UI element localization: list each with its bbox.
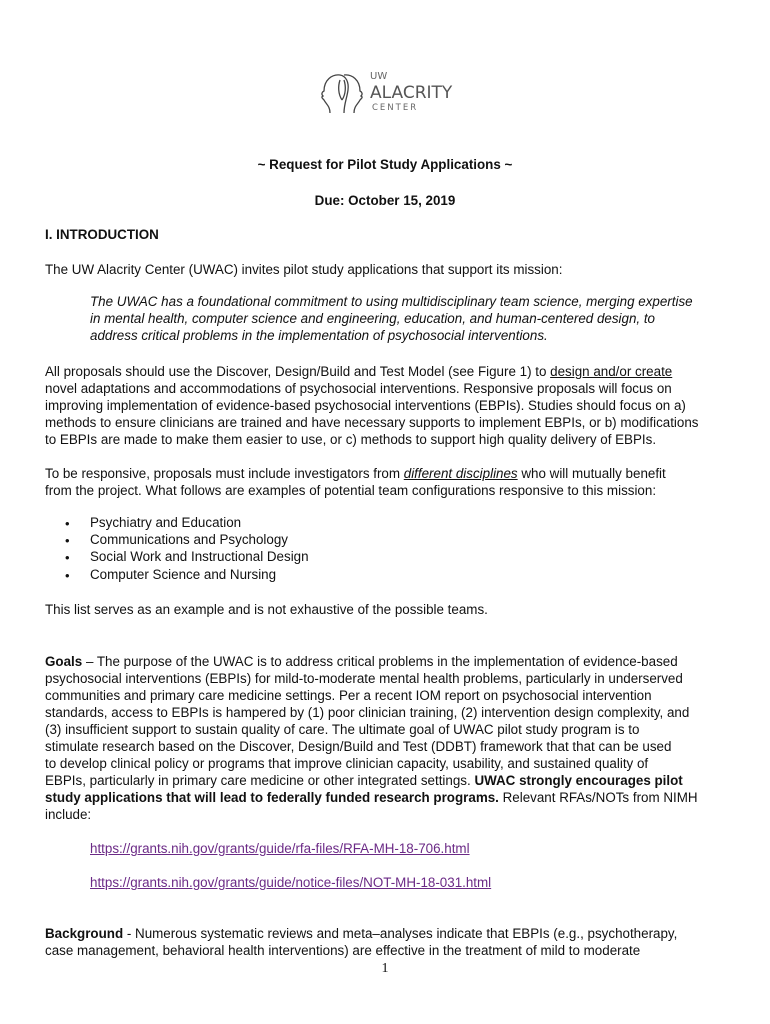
rfa-link[interactable]: https://grants.nih.gov/grants/guide/rfa-files/RFA-MH-18-706.html [90,841,470,856]
text: To be responsive, proposals must include investigators from [45,466,404,481]
uw-alacrity-logo [316,68,456,118]
paragraph-line [45,465,666,482]
bullet-icon: • [65,568,70,583]
page-number: 1 [381,961,389,976]
paragraph-line: psychosocial interventions (EBPIs) for mild-to-moderate mental health problems, particularly in underserved [45,671,683,686]
paragraph-line: standards, access to EBPIs is hampered by (1) poor clinician training, (2) intervention design complexity, and [45,705,690,720]
text: who will mutually benefit [517,466,666,481]
paragraph-line [45,925,677,942]
bullet-icon: • [65,516,70,531]
intro-lead: The UW Alacrity Center (UWAC) invites pilot study applications that support its mission: [45,262,563,277]
emphasis-underline: design and/or create [550,364,673,379]
due-date: Due: October 15, 2019 [314,193,456,208]
list-item: Social Work and Instructional Design [90,549,309,564]
goals-label: Goals [45,654,83,669]
paragraph-line: novel adaptations and accommodations of psychosocial interventions. Responsive proposals will focus on [45,381,672,396]
list-item: Communications and Psychology [90,532,288,547]
mission-line: in mental health, computer science and engineering, education, and human-centered design, to [90,311,656,326]
emphasis-bold: UWAC strongly encourages pilot [474,773,683,788]
background-label: Background [45,926,124,941]
paragraph-line [45,363,672,380]
list-item: Psychiatry and Education [90,515,242,530]
paragraph-line: communities and primary care medicine settings. Per a recent IOM report on psychosocial intervention [45,688,652,703]
text: – The purpose of the UWAC is to address critical problems in the implementation of evidence-based [82,654,678,669]
text: All proposals should use the Discover, Design/Build and Test Model (see Figure 1) to [45,364,551,379]
paragraph-line [45,653,678,670]
paragraph-line: from the project. What follows are examples of potential team configurations responsive to this mission: [45,483,657,498]
logo-alacrity: ALACRITY [370,83,453,103]
mission-line: address critical problems in the implementation of psychosocial interventions. [90,328,548,343]
text: Relevant RFAs/NOTs from NIMH [498,790,698,805]
list-item: Computer Science and Nursing [90,567,277,582]
notice-link[interactable]: https://grants.nih.gov/grants/guide/notice-files/NOT-MH-18-031.html [90,875,492,890]
text: EBPIs, particularly in primary care medicine or other integrated settings. [45,773,475,788]
section-heading-introduction: I. INTRODUCTION [45,227,159,242]
paragraph-line: (3) insufficient support to sustain quality of care. The ultimate goal of UWAC pilot study program is to [45,722,640,737]
paragraph-line: to EBPIs are made to make them easier to use, or c) methods to support high quality delivery of EBPIs. [45,432,657,447]
bullet-icon: • [65,550,70,565]
page-title: ~ Request for Pilot Study Applications ~ [257,157,513,172]
logo-center: CENTER [372,103,419,113]
paragraph-line: stimulate research based on the Discover, Design/Build and Test (DDBT) framework that that can be used [45,739,672,754]
paragraph-line: methods to ensure clinicians are trained and have necessary supports to implement EBPIs, or b) modifications [45,415,699,430]
emphasis-bold: study applications that will lead to federally funded research programs. [45,790,499,805]
paragraph-line: include: [45,807,92,822]
paragraph-line [45,789,698,806]
paragraph-line [45,772,683,789]
mission-line: The UWAC has a foundational commitment to using multidisciplinary team science, merging expertise [90,294,693,309]
text: - Numerous systematic reviews and meta–analyses indicate that EBPIs (e.g., psychotherapy, [123,926,678,941]
emphasis-underline-italic: different disciplines [403,466,518,481]
logo-uw: UW [370,71,388,82]
paragraph-line: to develop clinical policy or programs that improve clinician capacity, usability, and sustained quality of [45,756,649,771]
head-profiles-icon [316,68,368,118]
list-note: This list serves as an example and is not exhaustive of the possible teams. [45,602,488,617]
bullet-icon: • [65,533,70,548]
paragraph-line: case management, behavioral health interventions) are effective in the treatment of mild to moderate [45,943,641,958]
paragraph-line: improving implementation of evidence-based psychosocial interventions (EBPIs). Studies should focus on a) [45,398,686,413]
